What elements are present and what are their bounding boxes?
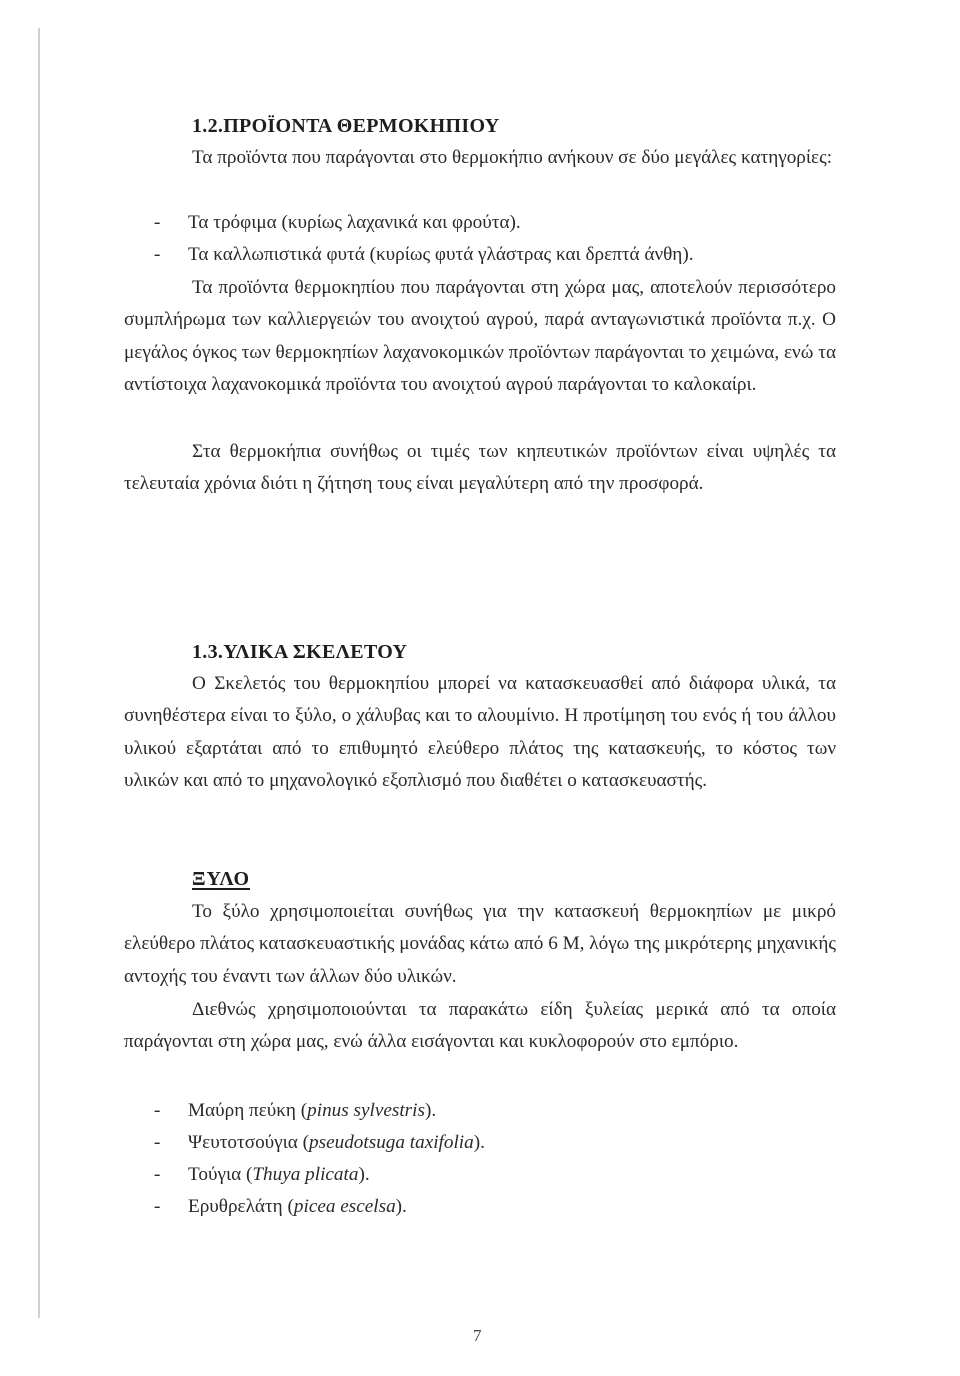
materials-paragraph [124,668,836,798]
products-paragraph-2 [124,436,836,501]
species-common-name: Τούγια ( [188,1164,253,1185]
species-common-name: Ψευτοτσούγια ( [188,1132,310,1153]
species-common-name: Ερυθρελάτη ( [188,1196,294,1217]
species-latin-name: pseudotsuga taxifolia [309,1132,474,1153]
list-item [154,1191,407,1223]
wood-paragraph-1 [124,896,836,993]
species-close: ). [473,1132,485,1153]
list-item [154,1095,436,1127]
section-heading-products: 1.2.ΠΡΟΪΟΝΤΑ ΘΕΡΜΟΚΗΠΙΟΥ [192,115,500,137]
products-paragraph-2-text: Στα θερμοκήπια συνήθως οι τιμές των κηπευτικών προϊόντων είναι υψηλές τα τελευταία χρόνια διότι η ζήτηση τους είναι μεγαλύτερη από την προσφορά. [124,441,836,495]
species-common-name: Μαύρη πεύκη ( [188,1100,308,1121]
species-close: ). [395,1196,407,1217]
scan-edge-line [38,28,40,1318]
bullet-dash: - [154,1100,161,1121]
list-item [154,1127,485,1159]
species-latin-name: pinus sylvestris [307,1100,425,1121]
category-food: Τα τρόφιμα (κυρίως λαχανικά και φρούτα). [188,212,521,233]
list-item [154,1159,370,1191]
bullet-dash: - [154,212,161,233]
category-ornamental: Τα καλλωπιστικά φυτά (κυρίως φυτά γλάστρας και δρεπτά άνθη). [188,244,694,265]
wood-paragraph-2 [124,994,836,1059]
bullet-dash: - [154,1196,161,1217]
products-intro-paragraph [124,142,836,174]
wood-paragraph-2-text: Διεθνώς χρησιμοποιούνται τα παρακάτω είδη ξυλείας μερικά από τα οποία παράγονται στη χώρα μας, ενώ άλλα εισάγονται και κυκλοφορούν στο εμπόριο. [124,999,836,1053]
section-heading-materials: 1.3.ΥΛΙΚΑ ΣΚΕΛΕΤΟΥ [192,641,408,663]
species-close: ). [424,1100,437,1121]
bullet-dash: - [154,1164,161,1185]
wood-subheading: ΞΥΛΟ [192,868,251,890]
list-item [154,207,521,239]
bullet-dash: - [154,244,161,265]
materials-paragraph-text: Ο Σκελετός του θερμοκηπίου μπορεί να κατασκευασθεί από διάφορα υλικά, τα συνηθέστερα είναι το ξύλο, ο χάλυβας και το αλουμίνιο. Η προτίμηση του ενός ή του άλλου υλικού εξαρτάται από το επιθυμητό ελεύθερο πλάτος της κατασκευής, το κόστος των υλικών και από το μηχανολογικό εξοπλισμό που διαθέτει ο κατασκευαστής. [124,673,836,792]
list-item [154,239,694,271]
species-latin-name: picea escelsa [293,1196,396,1217]
page-number: 7 [473,1326,482,1345]
species-latin-name: Thuya plicata [252,1164,359,1185]
wood-paragraph-1-text: Το ξύλο χρησιμοποιείται συνήθως για την κατασκευή θερμοκηπίων με μικρό ελεύθερο πλάτος κατασκευαστικής μονάδας κάτω από 6 Μ, λόγω της μικρότερης μηχανικής αντοχής του έναντι των άλλων δύο υλικών. [124,901,836,987]
species-close: ). [358,1164,370,1185]
bullet-dash: - [154,1132,161,1153]
products-paragraph-1 [124,272,836,402]
products-intro-text: Τα προϊόντα που παράγονται στο θερμοκήπιο ανήκουν σε δύο μεγάλες κατηγορίες: [192,147,833,168]
products-paragraph-1-text: Τα προϊόντα θερμοκηπίου που παράγονται στη χώρα μας, αποτελούν περισσότερο συμπλήρωμα των καλλιεργειών του ανοιχτού αγρού, παρά ανταγωνιστικά προϊόντα π.χ. Ο μεγάλος όγκος των θερμοκηπίων λαχανοκομικών προϊόντων παράγονται το χειμώνα, ενώ τα αντίστοιχα λαχανοκομικά προϊόντα του ανοιχτού αγρού παράγονται το καλοκαίρι. [124,277,836,396]
